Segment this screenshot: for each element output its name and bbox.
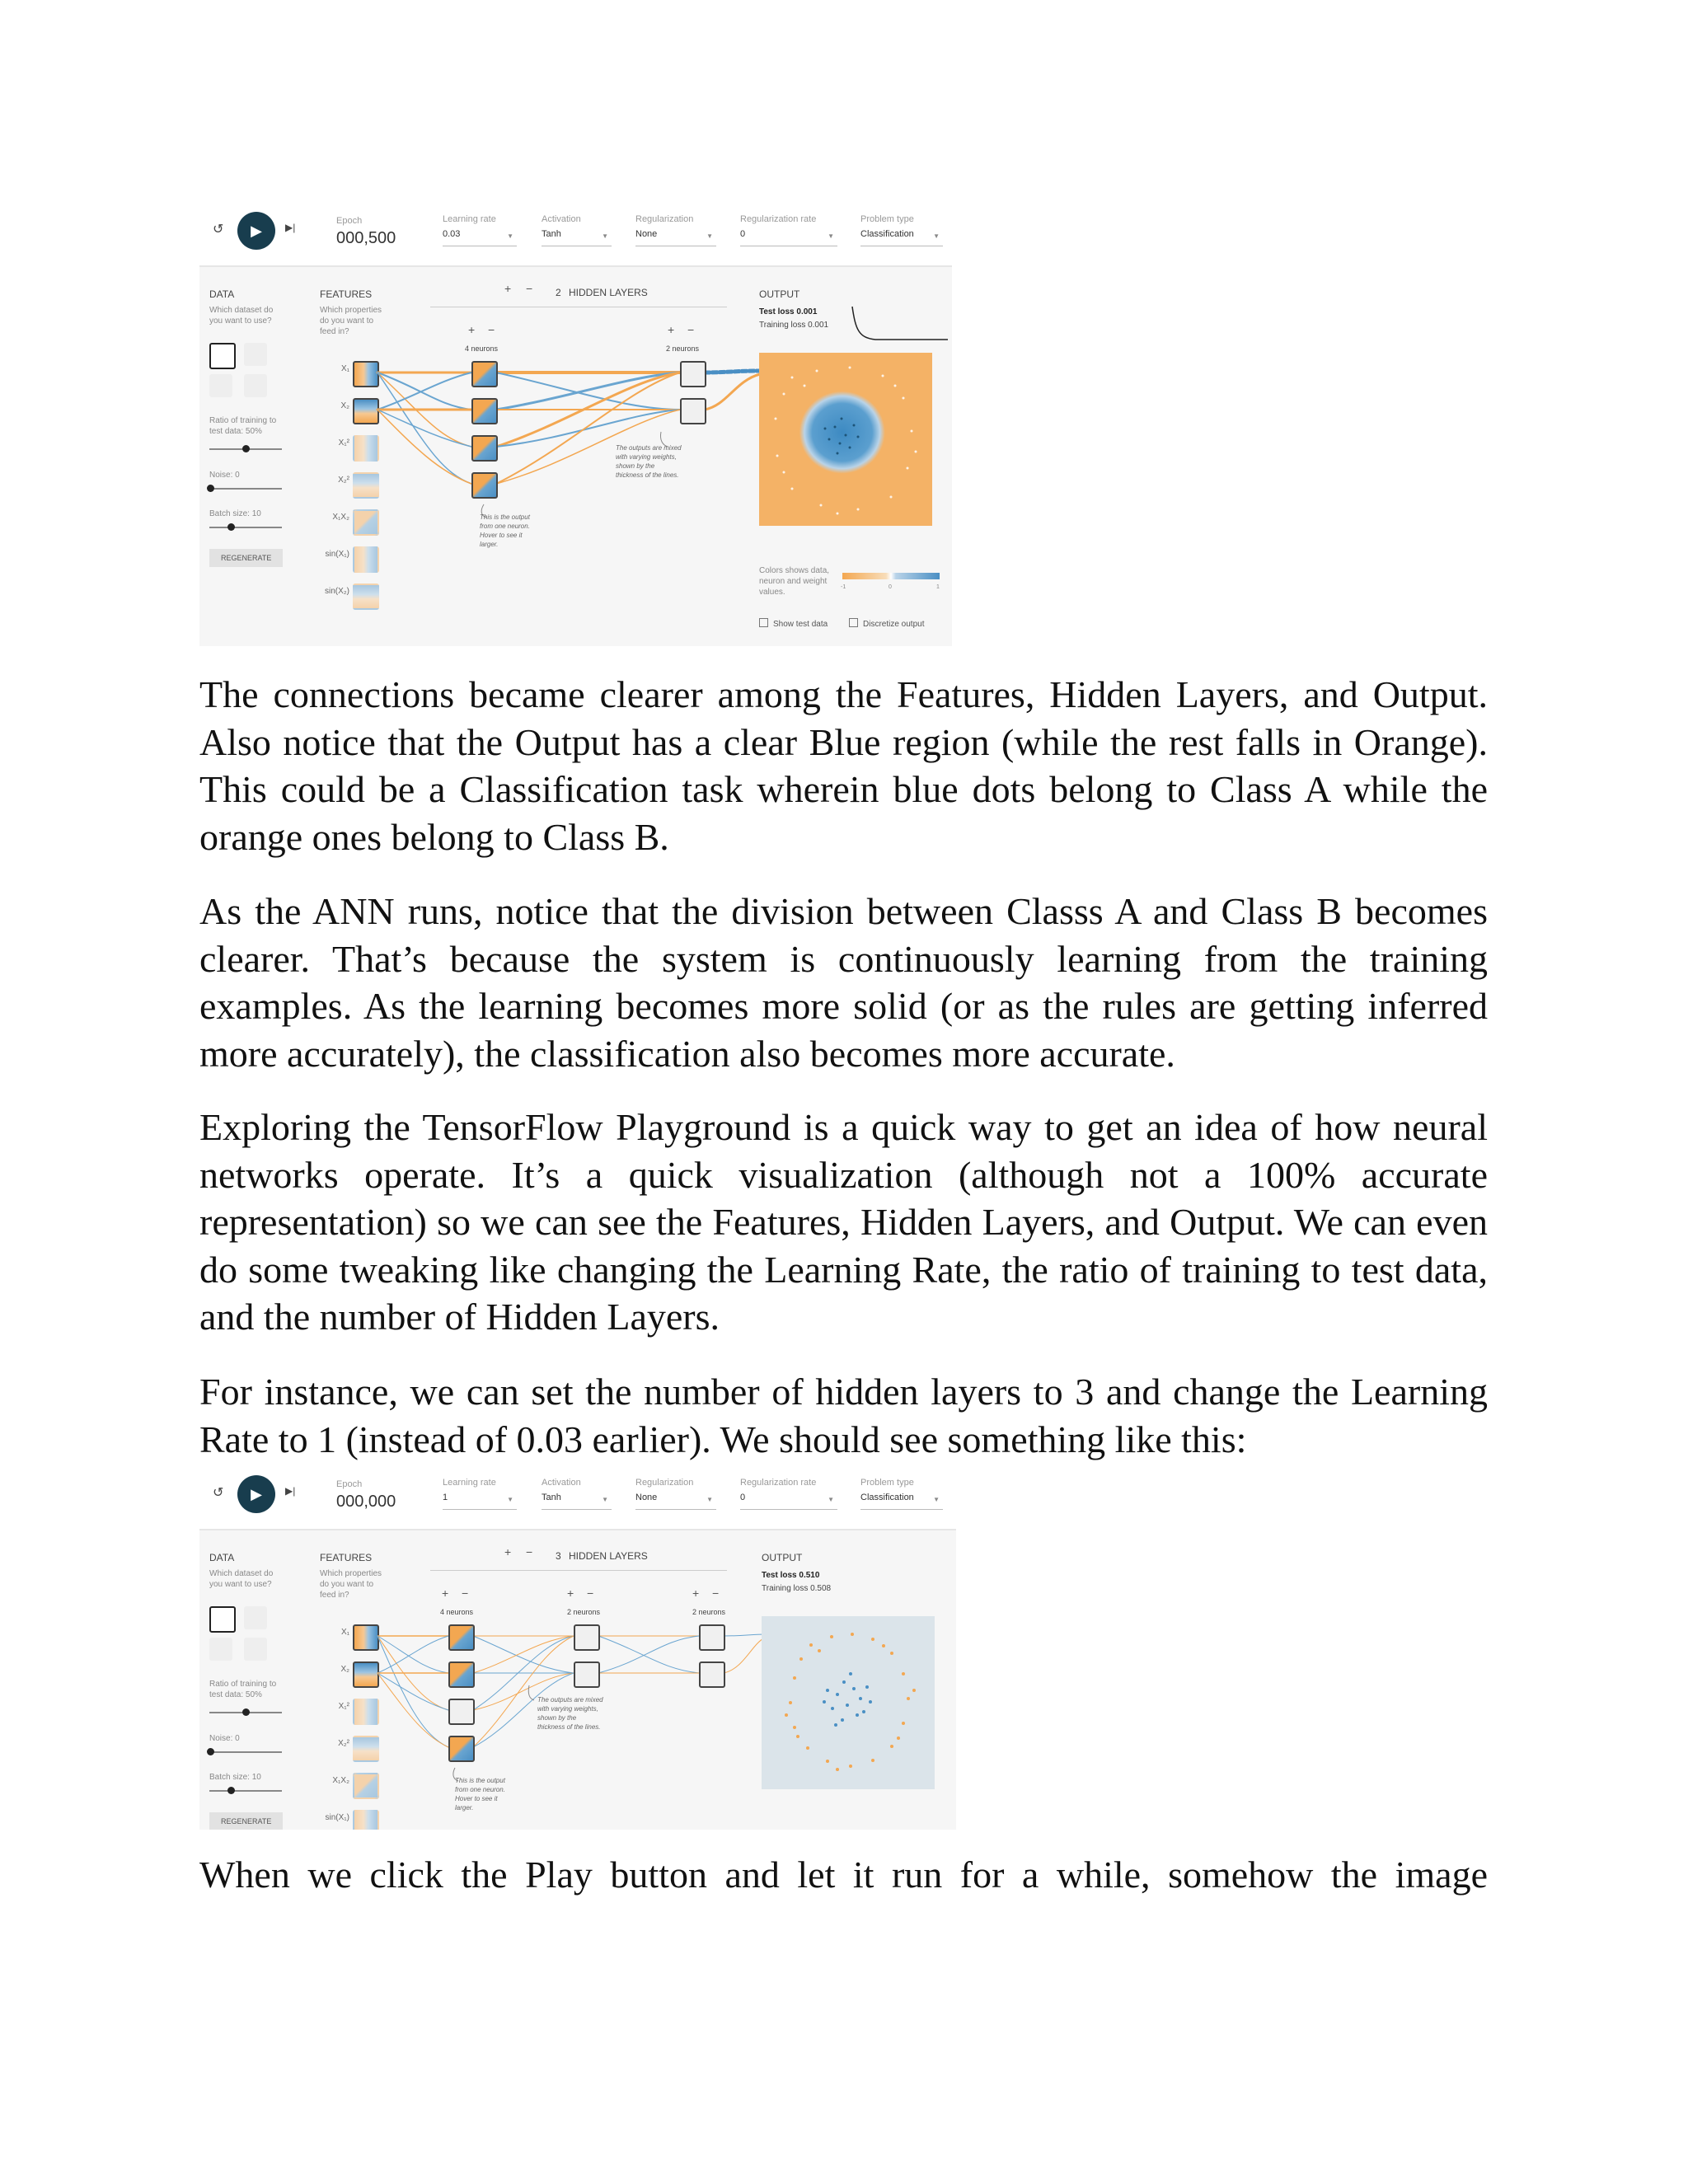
remove-neuron-layer1-button[interactable]: − xyxy=(488,323,495,336)
epoch-label: Epoch xyxy=(336,1479,363,1489)
regularization-label: Regularization xyxy=(635,1478,694,1488)
layer2-neurons-label: 2 neurons xyxy=(666,344,700,353)
chevron-down-icon: ▼ xyxy=(507,232,513,240)
chevron-down-icon: ▼ xyxy=(933,232,940,240)
regenerate-button[interactable]: REGENERATE xyxy=(209,549,283,567)
remove-neuron-layer1-button[interactable]: − xyxy=(462,1586,469,1600)
feature-label-x2-squared: X₂² xyxy=(338,1739,349,1748)
discretize-output-checkbox[interactable] xyxy=(849,618,924,629)
step-icon[interactable]: ▶| xyxy=(285,1485,296,1497)
regularization-value: None xyxy=(635,229,658,239)
regularization-rate-value: 0 xyxy=(740,1493,746,1502)
feature-label-x2: X₂ xyxy=(340,401,349,410)
reset-icon[interactable]: ↺ xyxy=(213,223,224,237)
chevron-down-icon: ▼ xyxy=(507,1496,513,1503)
ratio-label: Ratio of training to test data: 50% xyxy=(209,416,277,436)
epoch-label: Epoch xyxy=(336,216,363,226)
hidden-layers-count: 3 xyxy=(556,1550,561,1562)
layer2-neuron-1[interactable] xyxy=(574,1624,600,1651)
playground-screenshot-2 xyxy=(199,1463,956,1830)
add-neuron-layer1-button[interactable]: + xyxy=(442,1586,449,1600)
activation-label: Activation xyxy=(542,1478,581,1488)
chevron-down-icon: ▼ xyxy=(602,232,608,240)
scale-neg-label: -1 xyxy=(841,584,846,590)
paragraph-5: When we click the Play button and let it run for a while, somehow the image xyxy=(199,1854,1488,1896)
playground-screenshot-1 xyxy=(199,199,952,646)
colors-note: Colors shows data, neuron and weight values. xyxy=(759,566,830,597)
neuron-note: This is the output from one neuron. Hover to see it larger. xyxy=(480,513,530,548)
output-data-points xyxy=(762,1616,935,1789)
paragraph-3: Exploring the TensorFlow Playground is a quick way to get an idea of how neural networks operate. It’s a quick visualization (although not a 100% accurate representation) so we can see the Features, Hidden Layers, and Output. We can even do some tweaking like changing the Learning Rate, the ratio of training to test data, and the number of Hidden Layers. xyxy=(199,1106,1488,1338)
feature-label-x2: X₂ xyxy=(340,1665,349,1674)
feature-label-x1x2: X₁X₂ xyxy=(332,1776,349,1785)
problem-type-label: Problem type xyxy=(860,1478,914,1488)
add-neuron-layer2-button[interactable]: + xyxy=(567,1586,574,1600)
features-subtitle: Which properties do you want to feed in? xyxy=(320,1569,382,1600)
regularization-rate-value: 0 xyxy=(740,229,746,239)
play-button[interactable]: ▶ xyxy=(237,1475,275,1513)
activation-value: Tanh xyxy=(542,1493,561,1502)
paragraph-2: As the ANN runs, notice that the division between Classs A and Class B becomes clearer. That’s because the system is continuously learning from the training examples. As the learning becomes more solid (or as the rules are getting inferred more accurately), the classification also becomes more accurate. xyxy=(199,890,1488,1075)
loss-curve xyxy=(851,305,950,346)
hidden-layers-label: HIDDEN LAYERS xyxy=(569,1550,648,1562)
output-heading: OUTPUT xyxy=(759,288,800,300)
layer1-neuron-3[interactable] xyxy=(471,435,498,462)
feature-label-x1-squared: X₁² xyxy=(338,1702,349,1711)
layer2-neurons-label: 2 neurons xyxy=(567,1608,601,1616)
weights-note: The outputs are mixed with varying weights, shown by the thickness of the lines. xyxy=(616,444,682,479)
layer2-neuron-2[interactable] xyxy=(574,1661,600,1688)
remove-neuron-layer2-button[interactable]: − xyxy=(687,323,695,336)
data-heading: DATA xyxy=(209,288,235,300)
feature-label-x1: X₁ xyxy=(340,364,349,373)
remove-layer-button[interactable]: − xyxy=(526,282,533,295)
play-button[interactable]: ▶ xyxy=(237,212,275,250)
problem-type-value: Classification xyxy=(860,229,914,239)
feature-label-sin-x1: sin(X₁) xyxy=(325,550,349,559)
scale-pos-label: 1 xyxy=(936,584,940,590)
scale-zero-label: 0 xyxy=(889,584,892,590)
layer1-neuron-4[interactable] xyxy=(471,472,498,499)
feature-label-sin-x1: sin(X₁) xyxy=(325,1813,349,1822)
add-neuron-layer3-button[interactable]: + xyxy=(692,1586,700,1600)
features-subtitle: Which properties do you want to feed in? xyxy=(320,306,382,336)
layer1-neurons-label: 4 neurons xyxy=(465,344,499,353)
training-loss: Training loss 0.508 xyxy=(762,1584,832,1593)
layer3-neuron-1[interactable] xyxy=(699,1624,725,1651)
test-loss: Test loss 0.001 xyxy=(759,307,818,316)
activation-label: Activation xyxy=(542,214,581,224)
data-heading: DATA xyxy=(209,1552,235,1563)
remove-layer-button[interactable]: − xyxy=(526,1545,533,1558)
chevron-down-icon: ▼ xyxy=(828,232,834,240)
regularization-rate-label: Regularization rate xyxy=(740,214,817,224)
output-heading: OUTPUT xyxy=(762,1552,803,1563)
output-data-points xyxy=(759,353,932,526)
add-neuron-layer1-button[interactable]: + xyxy=(468,323,476,336)
chevron-down-icon: ▼ xyxy=(706,1496,713,1503)
ratio-label: Ratio of training to test data: 50% xyxy=(209,1680,277,1699)
features-heading: FEATURES xyxy=(320,1552,373,1563)
layer2-neuron-1[interactable] xyxy=(680,361,706,387)
color-scale xyxy=(842,573,940,579)
show-test-data-checkbox[interactable] xyxy=(759,618,828,629)
paragraph-4: For instance, we can set the number of hidden layers to 3 and change the Learning Rate to 1 (instead of 0.03 earlier). We should see something like this: xyxy=(199,1371,1488,1460)
chevron-down-icon: ▼ xyxy=(828,1496,834,1503)
epoch-value: 000,000 xyxy=(336,1493,396,1511)
data-subtitle: Which dataset do you want to use? xyxy=(209,1569,274,1589)
layer1-neuron-2[interactable] xyxy=(471,398,498,424)
test-loss: Test loss 0.510 xyxy=(762,1571,820,1580)
layer3-neuron-2[interactable] xyxy=(699,1661,725,1688)
layer2-neuron-2[interactable] xyxy=(680,398,706,424)
layer3-neurons-label: 2 neurons xyxy=(692,1608,726,1616)
learning-rate-value: 0.03 xyxy=(443,229,461,239)
features-heading: FEATURES xyxy=(320,288,373,300)
learning-rate-label: Learning rate xyxy=(443,1478,496,1488)
regularization-rate-label: Regularization rate xyxy=(740,1478,817,1488)
hidden-layers-count: 2 xyxy=(556,287,561,298)
hidden-layers-label: HIDDEN LAYERS xyxy=(569,287,648,298)
regenerate-button[interactable]: REGENERATE xyxy=(209,1812,283,1830)
neuron-note: This is the output from one neuron. Hover to see it larger. xyxy=(455,1777,505,1811)
layer1-neuron-1[interactable] xyxy=(448,1624,475,1651)
layer1-neurons-label: 4 neurons xyxy=(440,1608,474,1616)
show-test-data-label: Show test data xyxy=(773,620,828,629)
problem-type-value: Classification xyxy=(860,1493,914,1502)
feature-label-sin-x2: sin(X₂) xyxy=(325,587,349,596)
discretize-output-label: Discretize output xyxy=(863,620,925,629)
problem-type-label: Problem type xyxy=(860,214,914,224)
feature-label-x1: X₁ xyxy=(340,1628,349,1637)
chevron-down-icon: ▼ xyxy=(933,1496,940,1503)
learning-rate-label: Learning rate xyxy=(443,214,496,224)
data-subtitle: Which dataset do you want to use? xyxy=(209,306,274,326)
paragraph-1: The connections became clearer among the Features, Hidden Layers, and Output. Also notice that the Output has a clear Blue region (while the rest falls in Orange). This could be a Classification task wherein blue dots belong to Class A while the orange ones belong to Class B. xyxy=(199,673,1488,858)
noise-label: Noise: 0 xyxy=(209,1734,240,1743)
batch-size-label: Batch size: 10 xyxy=(209,1773,261,1782)
feature-label-x1-squared: X₁² xyxy=(338,438,349,448)
feature-label-x2-squared: X₂² xyxy=(338,476,349,485)
layer1-neuron-3[interactable] xyxy=(448,1699,475,1725)
activation-value: Tanh xyxy=(542,229,561,239)
training-loss: Training loss 0.001 xyxy=(759,321,829,330)
step-icon[interactable]: ▶| xyxy=(285,222,296,233)
add-neuron-layer2-button[interactable]: + xyxy=(668,323,675,336)
epoch-value: 000,500 xyxy=(336,229,396,247)
feature-label-x1x2: X₁X₂ xyxy=(332,513,349,522)
chevron-down-icon: ▼ xyxy=(706,232,713,240)
remove-neuron-layer3-button[interactable]: − xyxy=(712,1586,720,1600)
add-layer-button[interactable]: + xyxy=(504,282,512,295)
layer1-neuron-2[interactable] xyxy=(448,1661,475,1688)
add-layer-button[interactable]: + xyxy=(504,1545,512,1558)
layer1-neuron-4[interactable] xyxy=(448,1736,475,1762)
batch-size-label: Batch size: 10 xyxy=(209,509,261,518)
chevron-down-icon: ▼ xyxy=(602,1496,608,1503)
regularization-value: None xyxy=(635,1493,658,1502)
weights-note: The outputs are mixed with varying weights, shown by the thickness of the lines. xyxy=(537,1696,603,1731)
layer1-neuron-1[interactable] xyxy=(471,361,498,387)
remove-neuron-layer2-button[interactable]: − xyxy=(587,1586,594,1600)
learning-rate-value: 1 xyxy=(443,1493,448,1502)
noise-label: Noise: 0 xyxy=(209,471,240,480)
regularization-label: Regularization xyxy=(635,214,694,224)
reset-icon[interactable]: ↺ xyxy=(213,1486,224,1500)
